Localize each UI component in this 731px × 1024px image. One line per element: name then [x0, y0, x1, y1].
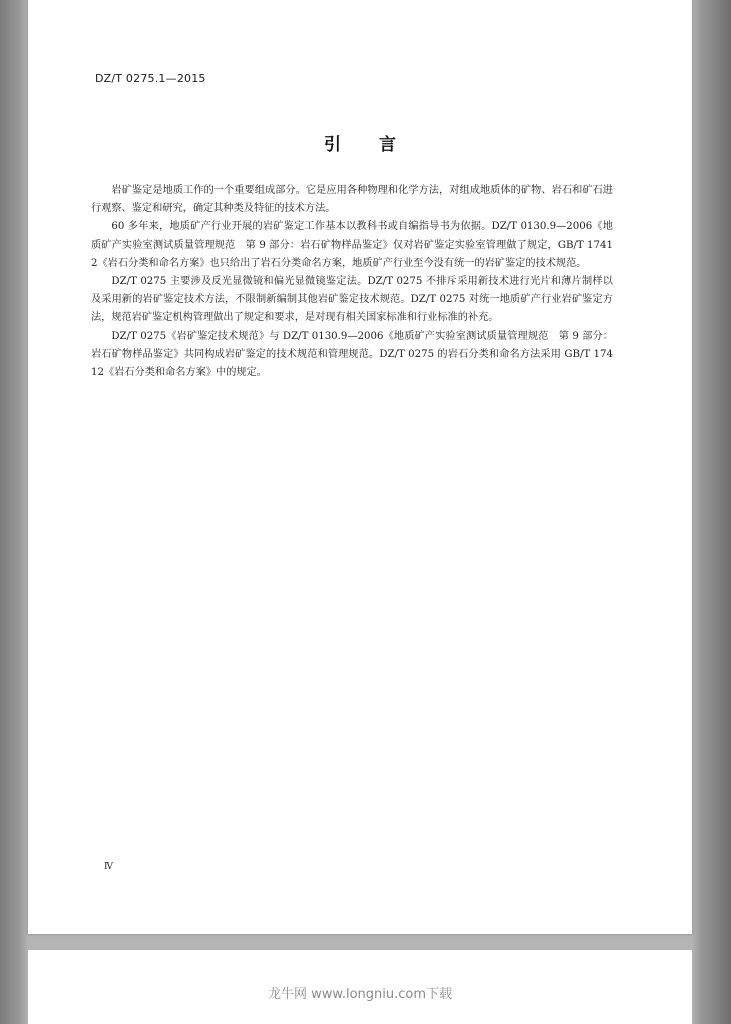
page-number: Ⅳ: [104, 862, 113, 872]
paragraph: 60 多年来，地质矿产行业开展的岩矿鉴定工作基本以教科书或自编指导书为依据。DZ/T 0130.9—2006《地质矿产实验室测试质量管理规范 第 9 部分：岩石矿物样品鉴定》仅对岩矿鉴定实验室管理做了规定，GB/T 17412《岩石分类和命名方案》也只给出了岩石分类命名方案，地质矿产行业至今没有统一的岩矿鉴定的技术规范。: [91, 221, 613, 269]
watermark-text: 龙牛网 www.longniu.com下载: [267, 987, 452, 1002]
page-title: 引言: [324, 135, 434, 155]
standard-code: DZ/T 0275.1—2015: [95, 72, 206, 85]
document-page: [28, 0, 692, 934]
paragraph: 岩矿鉴定是地质工作的一个重要组成部分。它是应用各种物理和化学方法，对组成地质体的矿物、岩石和矿石进行观察、鉴定和研究，确定其种类及特征的技术方法。: [91, 185, 613, 215]
paragraph: DZ/T 0275《岩矿鉴定技术规范》与 DZ/T 0130.9—2006《地质矿产实验室测试质量管理规范 第 9 部分：岩石矿物样品鉴定》共同构成岩矿鉴定的技术规范和管理规范。DZ/T 0275 的岩石分类和命名方法采用 GB/T 17412《岩石分类和命名方案》中的规定。: [91, 330, 613, 379]
footer-banner: [28, 950, 692, 1024]
paragraph: DZ/T 0275 主要涉及反光显微镜和偏光显微镜鉴定法。DZ/T 0275 不排斥采用新技术进行光片和薄片制样以及采用新的岩矿鉴定技术方法，不限制新编制其他岩矿鉴定技术规范。DZ/T 0275 对统一地质矿产行业岩矿鉴定方法，规范岩矿鉴定机构管理做出了规定和要求，是对现有相关国家标准和行业标准的补充。: [91, 276, 613, 324]
document-body: [91, 182, 613, 382]
